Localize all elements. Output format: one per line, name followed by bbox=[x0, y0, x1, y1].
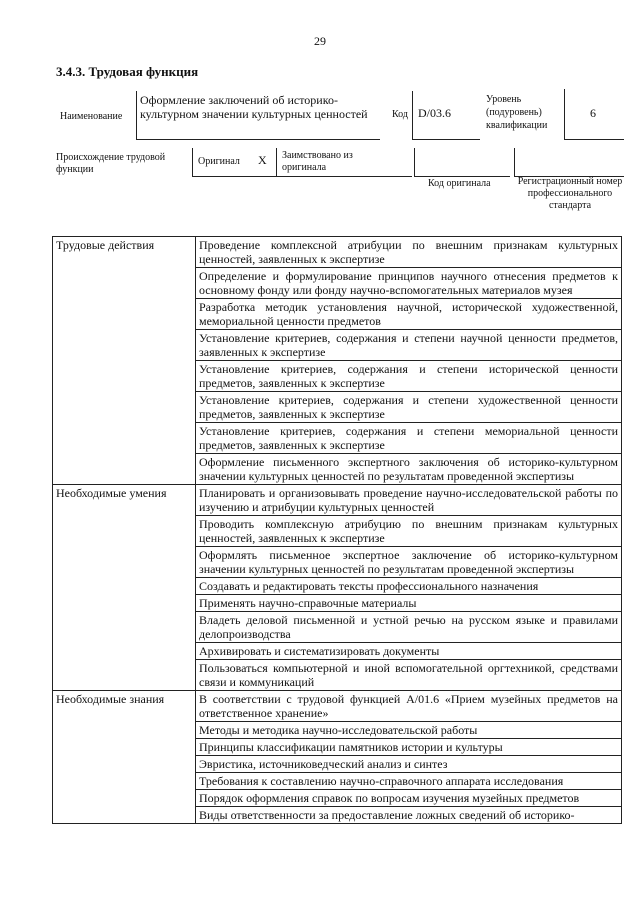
item-text: Установление критериев, содержания и степени научной ценности предметов, заявленных к экспертизе bbox=[196, 330, 622, 361]
divider bbox=[192, 176, 412, 177]
category-cell bbox=[53, 739, 196, 756]
divider bbox=[136, 91, 137, 139]
table-row bbox=[53, 756, 622, 773]
item-text: Требования к составлению научно-справочного аппарата исследования bbox=[196, 773, 622, 790]
table-row bbox=[53, 299, 622, 330]
item-text: Порядок оформления справок по вопросам изучения музейных предметов bbox=[196, 790, 622, 807]
category-cell bbox=[53, 643, 196, 660]
table-row bbox=[53, 739, 622, 756]
item-text: Разработка методик установления научной, исторической художественной, мемориальной ценности предметов bbox=[196, 299, 622, 330]
category-cell bbox=[53, 392, 196, 423]
category-cell bbox=[53, 330, 196, 361]
category-cell bbox=[53, 423, 196, 454]
name-label: Наименование bbox=[60, 111, 123, 122]
item-text: Принципы классификации памятников истории и культуры bbox=[196, 739, 622, 756]
origin-row bbox=[56, 146, 624, 226]
table-row bbox=[53, 547, 622, 578]
name-value: Оформление заключений об историко-культурном значении культурных ценностей bbox=[140, 93, 368, 121]
code-label: Код bbox=[392, 109, 408, 120]
divider bbox=[414, 148, 415, 176]
table-row bbox=[53, 485, 622, 516]
item-text: Установление критериев, содержания и степени исторической ценности предметов, заявленных к экспертизе bbox=[196, 361, 622, 392]
table-row bbox=[53, 790, 622, 807]
table-row bbox=[53, 516, 622, 547]
divider bbox=[412, 139, 480, 140]
item-text: Установление критериев, содержания и степени художественной ценности предметов, заявленных к экспертизе bbox=[196, 392, 622, 423]
divider bbox=[276, 148, 277, 176]
page-number: 29 bbox=[314, 34, 326, 48]
table-row bbox=[53, 454, 622, 485]
divider bbox=[192, 148, 193, 176]
function-header-table bbox=[56, 87, 624, 141]
category-cell bbox=[53, 773, 196, 790]
level-value: 6 bbox=[590, 106, 596, 120]
table-row bbox=[53, 660, 622, 691]
divider bbox=[414, 176, 510, 177]
category-cell bbox=[53, 722, 196, 739]
divider bbox=[136, 139, 380, 140]
competency-table bbox=[52, 236, 622, 824]
category-cell bbox=[53, 807, 196, 824]
item-text: Архивировать и систематизировать документы bbox=[196, 643, 622, 660]
category-cell bbox=[53, 790, 196, 807]
category-cell: Трудовые действия bbox=[53, 237, 196, 268]
item-text: Создавать и редактировать тексты профессионального назначения bbox=[196, 578, 622, 595]
table-row bbox=[53, 578, 622, 595]
origin-label: Происхождение трудовой функции bbox=[56, 152, 166, 175]
item-text: Определение и формулирование принципов научного отнесения предметов к основному фонду или фонду научно-вспомогательных материалов музея bbox=[196, 268, 622, 299]
borrowed-label: Заимствовано из оригинала bbox=[282, 150, 353, 173]
code-value: D/03.6 bbox=[418, 106, 451, 120]
category-cell bbox=[53, 299, 196, 330]
category-cell bbox=[53, 361, 196, 392]
item-text: Планировать и организовывать проведение научно-исследовательской работы по изучению и атрибуции культурных ценностей bbox=[196, 485, 622, 516]
table-row bbox=[53, 268, 622, 299]
item-text: Оформлять письменное экспертное заключение об историко-культурном значении культурных ценностей по результатам проведенной экспертизы bbox=[196, 547, 622, 578]
table-row bbox=[53, 807, 622, 824]
table-row bbox=[53, 612, 622, 643]
level-label: Уровень (подуровень) квалификации bbox=[486, 94, 548, 131]
category-cell bbox=[53, 454, 196, 485]
category-cell bbox=[53, 578, 196, 595]
category-cell bbox=[53, 595, 196, 612]
item-text: Применять научно-справочные материалы bbox=[196, 595, 622, 612]
original-label: Оригинал bbox=[198, 156, 240, 167]
divider bbox=[564, 139, 624, 140]
category-cell bbox=[53, 516, 196, 547]
category-cell: Необходимые умения bbox=[53, 485, 196, 516]
item-text: Проведение комплексной атрибуции по внешним признакам культурных ценностей, заявленных к экспертизе bbox=[196, 237, 622, 268]
category-cell bbox=[53, 660, 196, 691]
table-row bbox=[53, 237, 622, 268]
category-cell bbox=[53, 547, 196, 578]
original-mark: X bbox=[258, 153, 267, 167]
section-title: 3.4.3. Трудовая функция bbox=[56, 64, 199, 79]
category-cell bbox=[53, 756, 196, 773]
item-text: Методы и методика научно-исследовательской работы bbox=[196, 722, 622, 739]
item-text: В соответствии с трудовой функцией A/01.6 «Прием музейных предметов на ответственное хранение» bbox=[196, 691, 622, 722]
reg-number-label: Регистрационный номер профессионального стандарта bbox=[517, 176, 623, 211]
category-cell: Необходимые знания bbox=[53, 691, 196, 722]
divider bbox=[564, 89, 565, 139]
table-row bbox=[53, 773, 622, 790]
table-row bbox=[53, 595, 622, 612]
item-text: Виды ответственности за предоставление ложных сведений об историко- bbox=[196, 807, 622, 824]
item-text: Владеть деловой письменной и устной речью на русском языке и правилами делопроизводства bbox=[196, 612, 622, 643]
table-row bbox=[53, 691, 622, 722]
item-text: Эвристика, источниковедческий анализ и синтез bbox=[196, 756, 622, 773]
table-row bbox=[53, 330, 622, 361]
table-row bbox=[53, 361, 622, 392]
category-cell bbox=[53, 612, 196, 643]
item-text: Оформление письменного экспертного заключения об историко-культурном значении культурных ценностей по результатам проведенной экспертизы bbox=[196, 454, 622, 485]
divider bbox=[412, 91, 413, 139]
item-text: Пользоваться компьютерной и иной вспомогательной оргтехникой, средствами связи и коммуникаций bbox=[196, 660, 622, 691]
item-text: Установление критериев, содержания и степени мемориальной ценности предметов, заявленных к экспертизе bbox=[196, 423, 622, 454]
divider bbox=[514, 148, 515, 176]
table-row bbox=[53, 643, 622, 660]
category-cell bbox=[53, 268, 196, 299]
code-original-label: Код оригинала bbox=[428, 178, 491, 189]
table-row bbox=[53, 392, 622, 423]
table-row bbox=[53, 722, 622, 739]
competency-table-body bbox=[53, 237, 622, 824]
table-row bbox=[53, 423, 622, 454]
item-text: Проводить комплексную атрибуцию по внешним признакам культурных ценностей, заявленных к экспертизе bbox=[196, 516, 622, 547]
